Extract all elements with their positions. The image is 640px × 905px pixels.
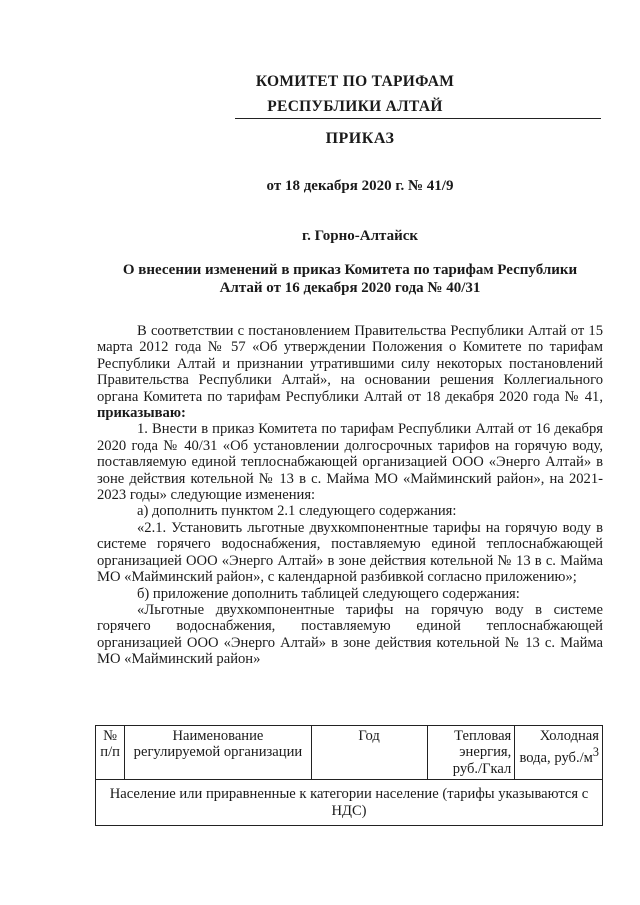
org-name-line2: РЕСПУБЛИКИ АЛТАЙ <box>267 98 443 115</box>
item-1-paragraph: 1. Внести в приказ Комитета по тарифам Республики Алтай от 16 декабря 2020 года № 40/31 «Об установлении долгосрочных тарифов на горячую воду, поставляемую единой теплоснабжающей организацией ООО «Энерго Алтай» в зоне действия котельной № 13 в с. Майма МО «Майминский район», на 2021-2023 годы» следующие изменения: <box>97 421 603 504</box>
table-row <box>96 780 603 826</box>
doc-type: ПРИКАЗ <box>325 130 395 147</box>
sub-a-paragraph: а) дополнить пунктом 2.1 следующего содержания: <box>137 503 457 520</box>
doc-title-line1: О внесении изменений в приказ Комитета по тарифам Республики <box>122 262 578 278</box>
cold-water-unit-sup: 3 <box>592 745 599 760</box>
header-cell-number <box>96 726 125 780</box>
doc-title-line2: Алтай от 16 декабря 2020 года № 40/31 <box>219 280 481 296</box>
doc-date-number: от 18 декабря 2020 г. № 41/9 <box>266 178 454 194</box>
tariff-table <box>95 725 603 826</box>
preamble-text: В соответствии с постановлением Правительства Республики Алтай от 15 марта 2012 года № 57 «Об утверждении Положения о Комитете по тарифам Республики Алтай и признании утратившими силу некоторых постановлений Правительства Республики Алтай», на основании решения Коллегиального органа Комитета по тарифам Республики Алтай от 18 декабря 2020 года № 41, <box>97 323 603 405</box>
table-header-row <box>96 726 603 780</box>
header-cell-heat-energy: Тепловая энергия, руб./Гкал <box>427 726 515 780</box>
org-name-line1: КОМИТЕТ ПО ТАРИФАМ <box>255 73 455 90</box>
header-cell-organization: Наименование регулируемой организации <box>125 726 311 780</box>
header-cell-cold-water <box>515 726 603 780</box>
section-row-population: Население или приравненные к категории население (тарифы указываются с НДС) <box>96 780 603 826</box>
header-cell-number-line1: № <box>103 728 118 744</box>
body-text <box>97 323 603 668</box>
quote-2-1-paragraph: «2.1. Установить льготные двухкомпонентные тарифы на горячую воду в системе горячего водоснабжения, поставляемую единой теплоснабжающей организацией ООО «Энерго Алтай» в зоне действия котельной № 13 в с. Майма МО «Майминский район», с календарной разбивкой согласно приложению»; <box>97 519 603 586</box>
header-cell-year: Год <box>311 726 427 780</box>
sub-b-paragraph: б) приложение дополнить таблицей следующего содержания: <box>137 585 520 602</box>
cold-water-label: Холодная вода, руб./м <box>519 728 599 767</box>
quote-table-paragraph: «Льготные двухкомпонентные тарифы на горячую воду в системе горячего водоснабжения, поставляемую единой теплоснабжающей организацией ООО «Энерго Алтай» в зоне действия котельной № 13 с. Майма МО «Майминский район» <box>97 601 603 668</box>
doc-city: г. Горно-Алтайск <box>301 228 419 244</box>
header-cell-number-line2: п/п <box>100 744 120 761</box>
preamble-order-word: приказываю: <box>97 405 186 422</box>
header-rule <box>235 118 601 119</box>
preamble-paragraph <box>97 323 603 421</box>
